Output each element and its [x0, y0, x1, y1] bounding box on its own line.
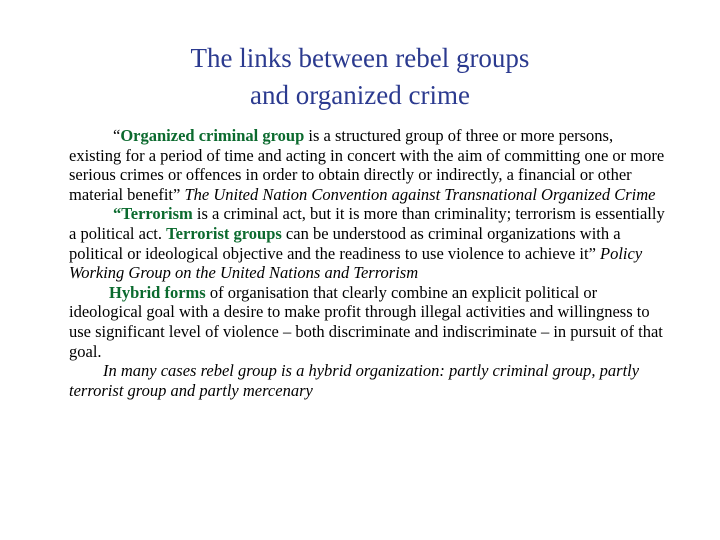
- slide-title-line-1: The links between rebel groups: [190, 43, 530, 73]
- keyword-terrorism: Terrorism: [121, 204, 193, 224]
- keyword-hybrid-forms: Hybrid forms: [109, 282, 206, 302]
- definition-text: is a criminal act, but it is more than criminality; terrorism is essentially a political act.: [69, 204, 665, 243]
- open-quote: “: [113, 204, 122, 224]
- keyword-organized-criminal-group: Organized criminal group: [120, 126, 305, 145]
- slide-title: [60, 40, 660, 114]
- source-citation: Policy Working Group on the United Nations and Terrorism: [69, 243, 643, 283]
- paragraph-hybrid-forms: [69, 283, 669, 361]
- paragraph-terrorism-definition: [69, 204, 669, 282]
- source-citation: The United Nation Convention against Transnational Organized Crime: [184, 184, 656, 204]
- slide-body: [69, 126, 669, 400]
- paragraph-organized-crime-definition: [69, 126, 669, 204]
- definition-text: can be understood as criminal organizations with a political or ideological objective and the readiness to use violence to achieve it”: [69, 223, 621, 263]
- definition-text: of organisation that clearly combine an explicit political or ideological goal with a desire to make profit through illegal activities and willingness to use significant level of violence – both discriminate and indiscriminate – in pursuit of that goal.: [69, 282, 663, 361]
- keyword-terrorist-groups: Terrorist groups: [166, 223, 282, 243]
- slide-title-line-2: and organized crime: [250, 80, 470, 110]
- open-quote: “: [113, 126, 121, 145]
- paragraph-conclusion: In many cases rebel group is a hybrid organization: partly criminal group, partly terrorist group and partly mercenary: [69, 361, 640, 400]
- definition-text: is a structured group of three or more persons, existing for a period of time and acting in concert with the aim of committing one or more serious crimes or offences in order to obtain directly or indirectly, a financial or other material benefit”: [69, 126, 665, 204]
